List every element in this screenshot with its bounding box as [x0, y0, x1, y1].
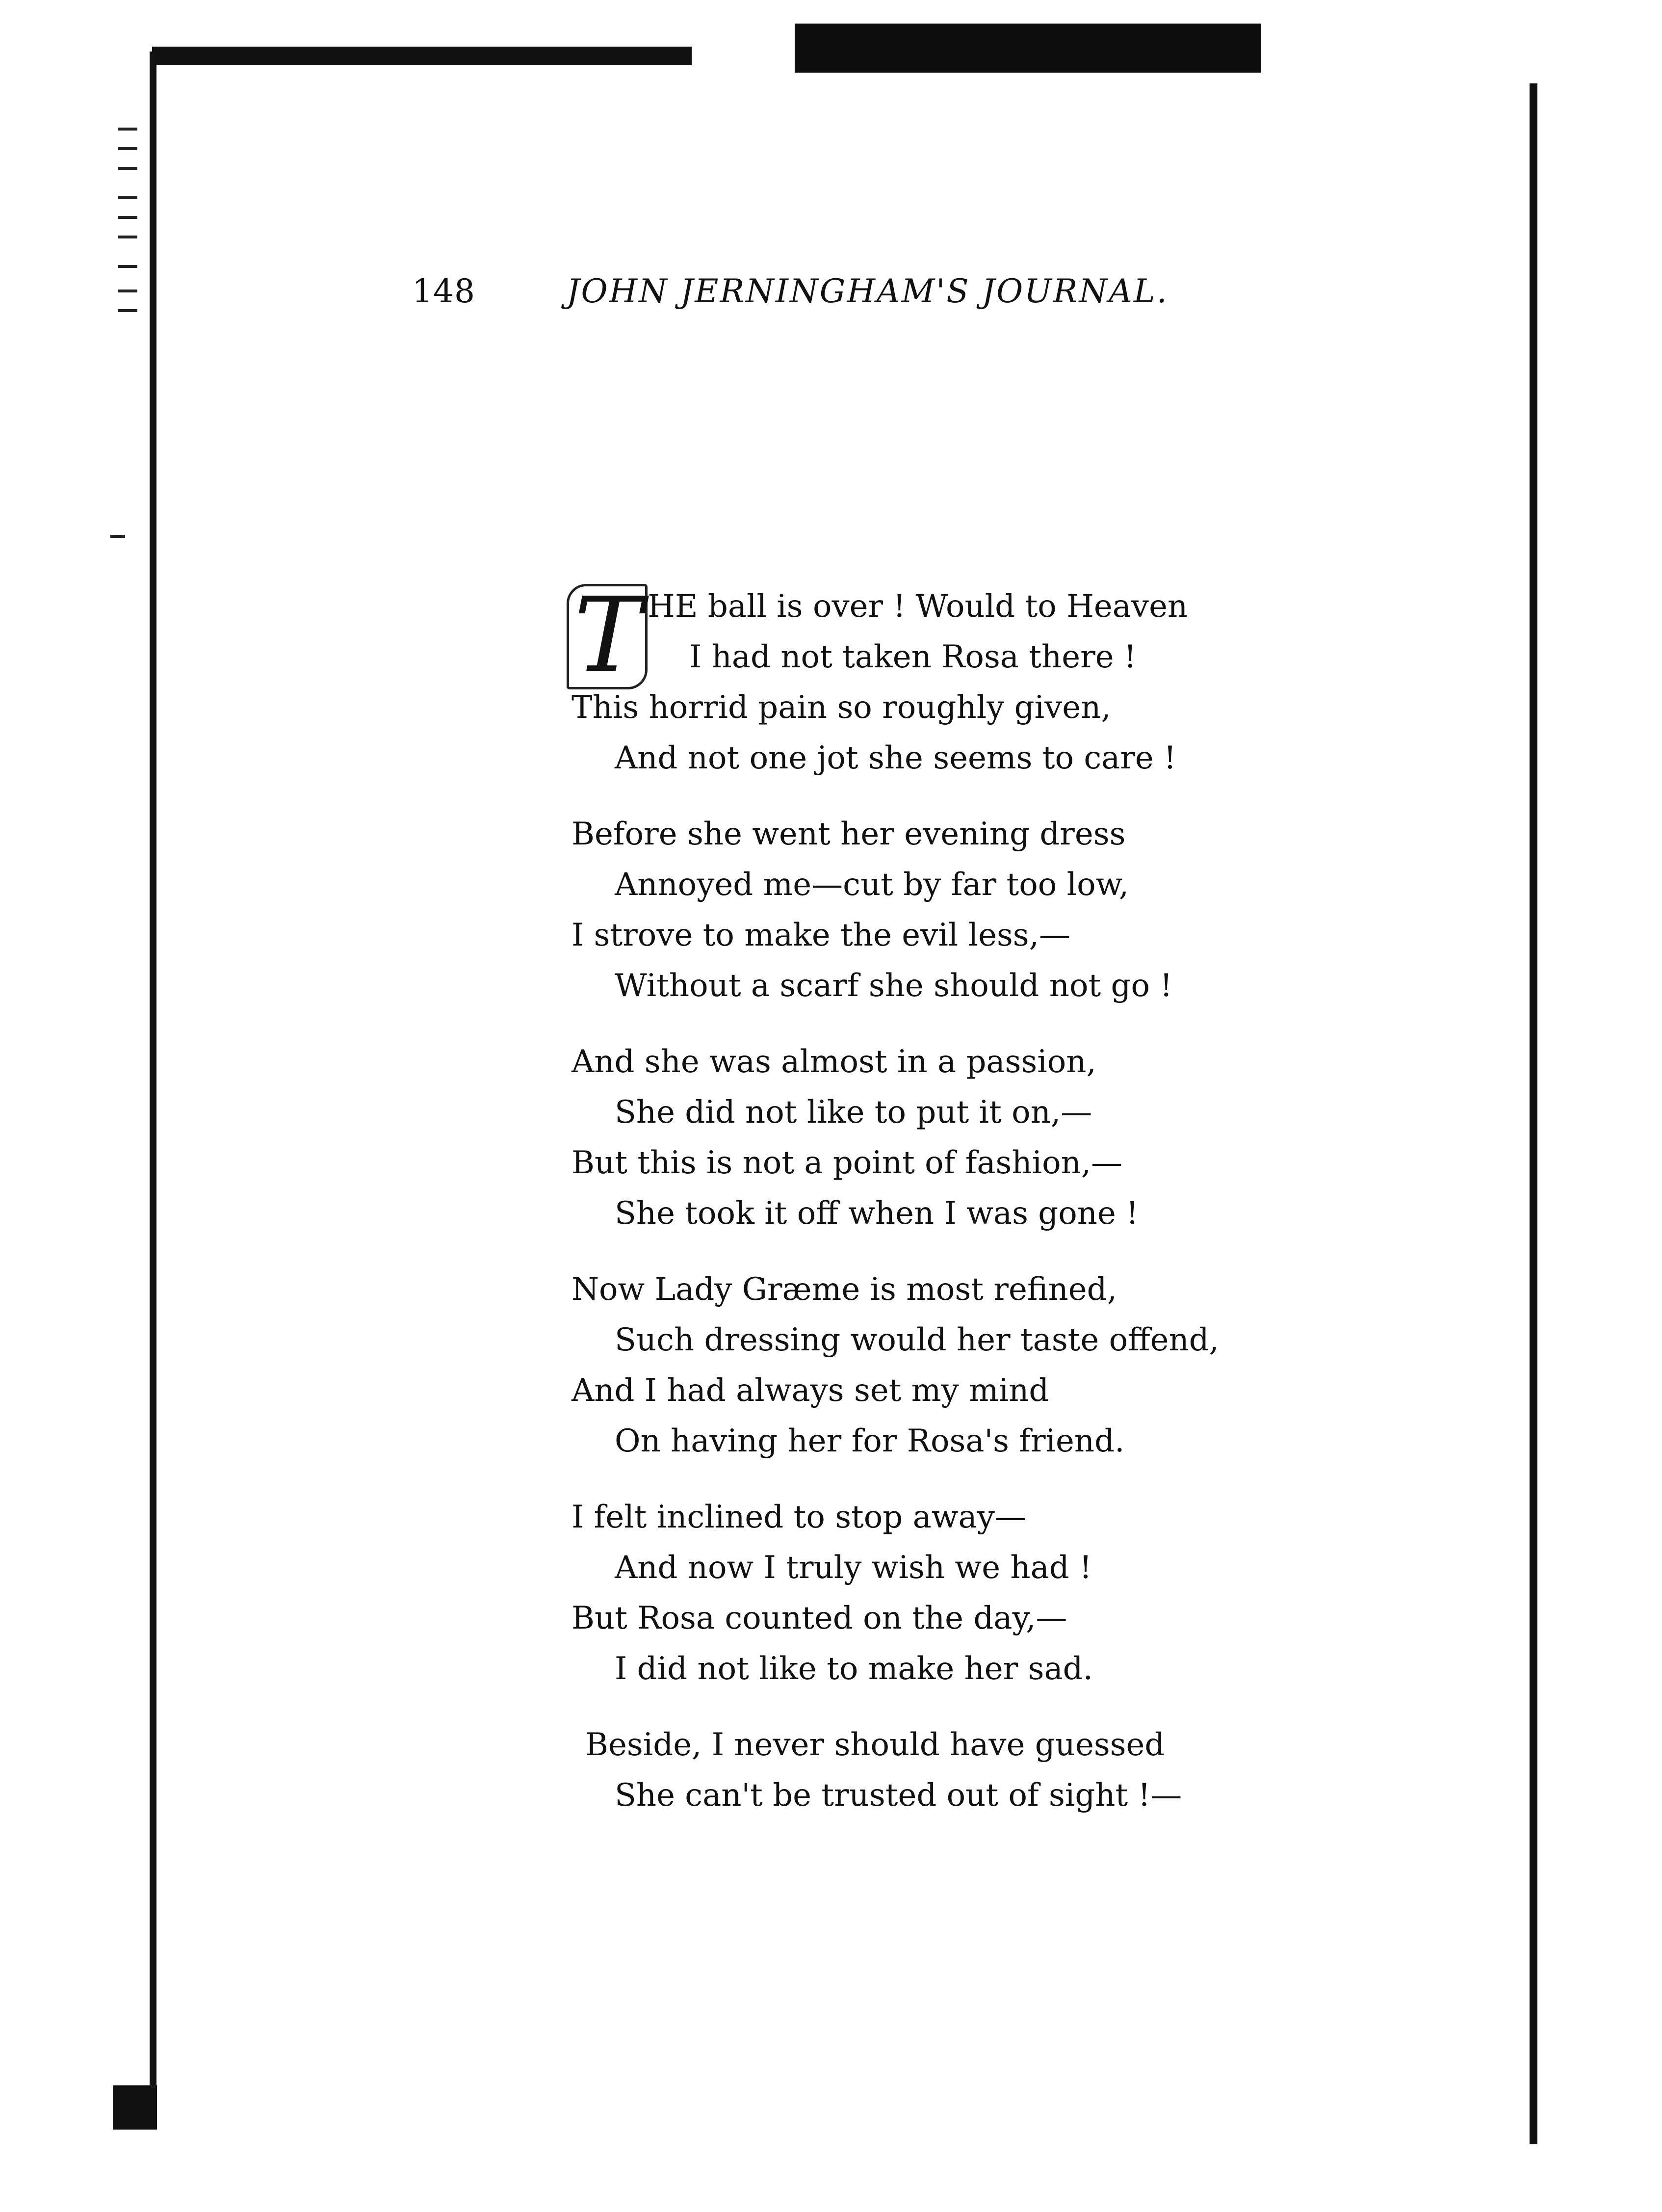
- stanza: [571, 1492, 1307, 1694]
- scan-tick: [118, 216, 137, 219]
- stanza: [571, 1037, 1307, 1239]
- stanza: [571, 575, 1307, 784]
- poem-line: I felt inclined to stop away—: [571, 1499, 1026, 1535]
- poem-line: Without a scarf she should not go !: [615, 968, 1173, 1004]
- poem-line: She took it off when I was gone !: [615, 1195, 1139, 1232]
- poem-line: I strove to make the evil less,—: [571, 917, 1070, 953]
- drop-cap: T: [573, 575, 643, 695]
- poem-line: She can't be trusted out of sight !—: [615, 1777, 1182, 1814]
- poem-line: On having her for Rosa's friend.: [615, 1423, 1125, 1459]
- scan-border-left-foot: [113, 2085, 157, 2130]
- scan-border-top-dark: [795, 24, 1261, 73]
- poem-line: Before she went her evening dress: [571, 816, 1126, 852]
- scan-tick: [118, 309, 137, 312]
- scan-tick: [118, 128, 137, 131]
- scan-border-top: [152, 47, 692, 65]
- stanza: [571, 1720, 1307, 1821]
- poem-line: I had not taken Rosa there !: [689, 639, 1137, 675]
- poem-line: And now I truly wish we had !: [615, 1550, 1092, 1586]
- scan-border-left: [150, 52, 156, 2112]
- poem-line: Annoyed me—cut by far too low,: [615, 867, 1129, 903]
- poem-line: But Rosa counted on the day,—: [571, 1600, 1067, 1636]
- poem: [571, 575, 1307, 1846]
- stanza: [571, 1264, 1307, 1467]
- poem-line: Beside, I never should have guessed: [585, 1727, 1165, 1763]
- stanza: [571, 809, 1307, 1011]
- scan-tick: [118, 147, 137, 150]
- scan-tick: [118, 265, 137, 268]
- poem-line: She did not like to put it on,—: [615, 1094, 1092, 1131]
- scan-tick: [118, 167, 137, 170]
- poem-line: But this is not a point of fashion,—: [571, 1145, 1123, 1181]
- scan-tick: [110, 535, 125, 538]
- page-number: 148: [412, 272, 475, 310]
- scan-tick: [118, 236, 137, 238]
- scan-border-right: [1530, 83, 1537, 2144]
- poem-line: This horrid pain so roughly given,: [571, 689, 1111, 726]
- poem-line-text: HE ball is over ! Would to Heaven: [648, 588, 1188, 625]
- poem-line: And I had always set my mind: [571, 1372, 1049, 1409]
- poem-line: I did not like to make her sad.: [615, 1651, 1093, 1687]
- scan-tick: [118, 290, 137, 292]
- poem-line: Such dressing would her taste offend,: [615, 1322, 1219, 1358]
- poem-line: And she was almost in a passion,: [571, 1044, 1096, 1080]
- poem-line: Now Lady Græme is most refined,: [571, 1271, 1117, 1308]
- poem-line: And not one jot she seems to care !: [615, 740, 1176, 776]
- scan-tick: [118, 196, 137, 199]
- running-title: JOHN JERNINGHAM'S JOURNAL.: [567, 272, 1169, 310]
